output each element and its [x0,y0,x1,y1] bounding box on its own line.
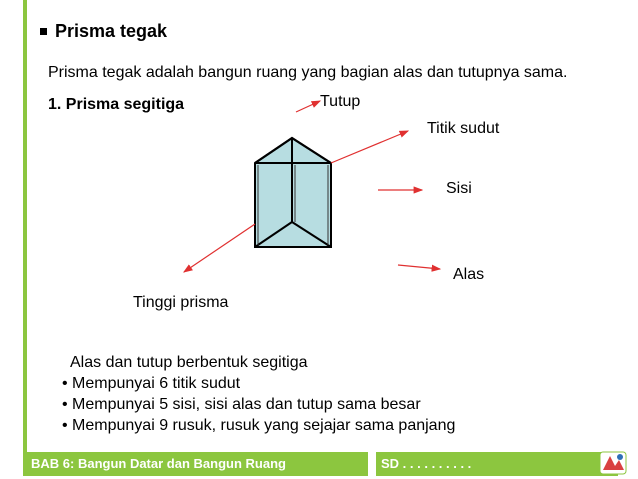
label-tutup: Tutup [320,93,361,110]
section-subtitle: 1. Prisma segitiga [48,96,185,113]
property-item: • Mempunyai 9 rusuk, rusuk yang sejajar sama panjang [62,417,456,434]
footer-level: SD . . . . . . . . . . [381,456,472,471]
label-tinggi-prisma: Tinggi prisma [133,294,229,311]
publisher-logo-icon [598,448,628,478]
properties-list [62,352,455,436]
definition-text: Prisma tegak adalah bangun ruang yang bagian alas dan tutupnya sama. [48,64,568,81]
footer-bar [23,452,618,476]
properties-intro: Alas dan tutup berbentuk segitiga [70,354,308,371]
property-item: • Mempunyai 5 sisi, sisi alas dan tutup sama besar [62,396,421,413]
arrow-tinggi [184,224,255,272]
slide-title-text: Prisma tegak [55,21,168,41]
arrow-alas [398,265,440,269]
footer-chapter: BAB 6: Bangun Datar dan Bangun Ruang [31,456,286,471]
label-sisi: Sisi [446,180,472,197]
arrow-tutup [296,101,320,112]
label-alas: Alas [453,266,485,283]
arrow-titik-sudut [331,131,408,163]
label-titik-sudut: Titik sudut [427,120,500,137]
property-item: • Mempunyai 6 titik sudut [62,375,241,392]
